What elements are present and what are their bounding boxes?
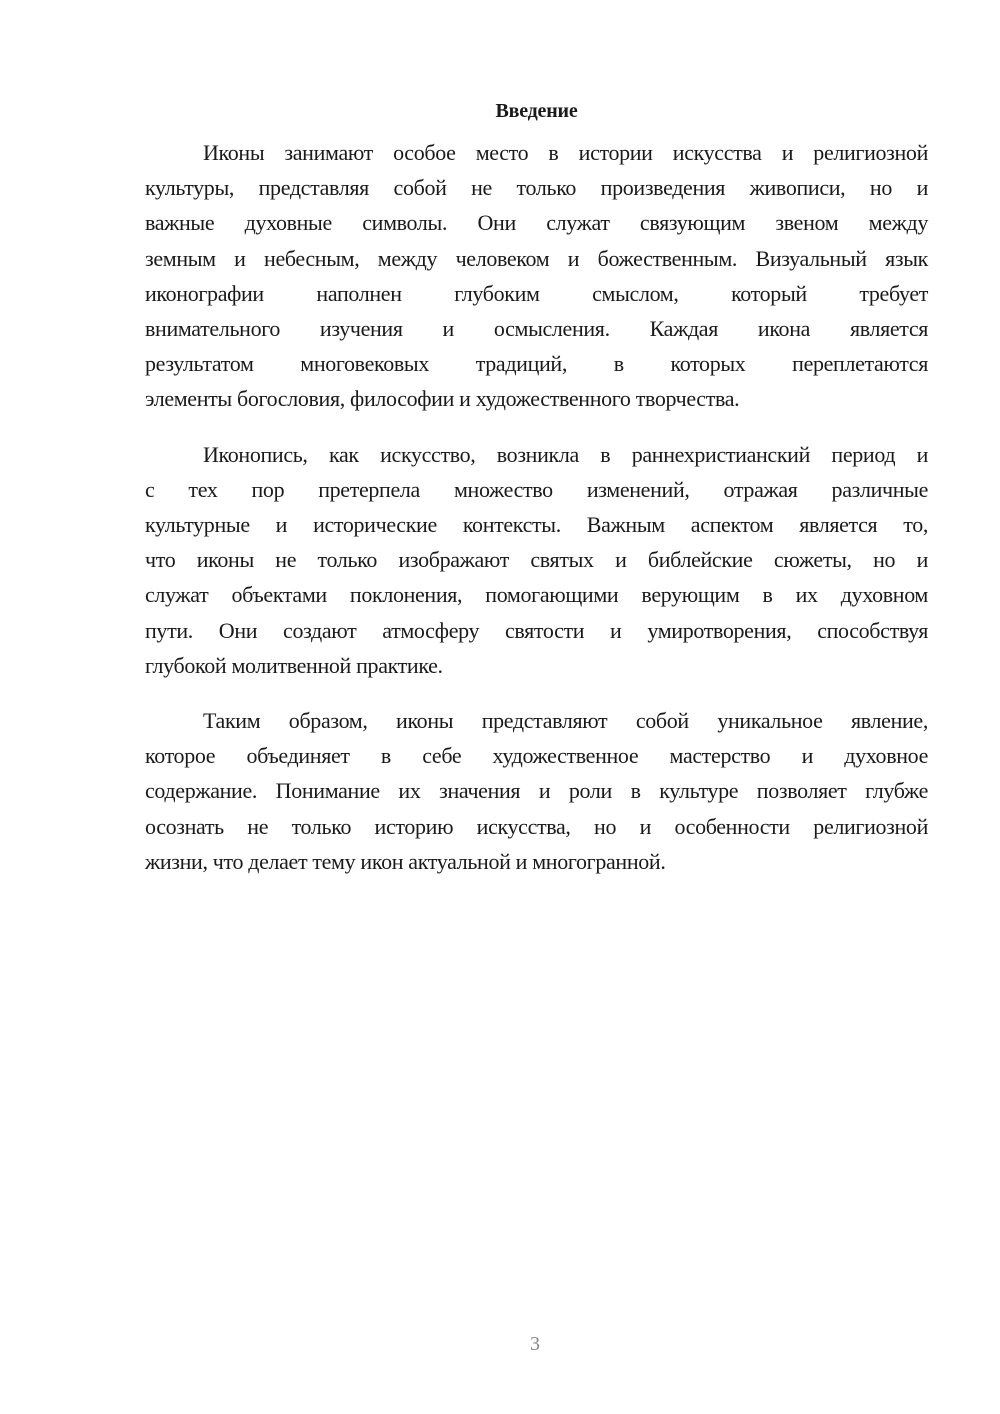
section-heading: Введение [495,100,578,122]
text-line: земным и небесным, между человеком и божественным. Визуальный язык [145,245,928,271]
paragraph-2 [145,437,928,683]
text-line: культурные и исторические контексты. Важным аспектом является то, [145,512,928,538]
text-line: элементы богословия, философии и художественного творчества. [145,386,740,412]
text-line: внимательного изучения и осмысления. Каждая икона является [145,316,928,342]
text-line: Иконопись, как искусство, возникла в раннехристианский период и [203,441,928,467]
text-line: Таким образом, иконы представляют собой уникальное явление, [203,708,928,734]
text-line: Иконы занимают особое место в истории искусства и религиозной [203,140,928,165]
text-line: результатом многовековых традиций, в которых переплетаются [145,351,928,377]
text-line: глубокой молитвенной практике. [145,652,443,678]
page-content [145,96,928,899]
text-line: культуры, представляя собой не только произведения живописи, но и [145,175,928,201]
text-line: важные духовные символы. Они служат связующим звеном между [145,210,928,236]
text-line: служат объектами поклонения, помогающими верующим в их духовном [145,582,928,608]
text-line: иконографии наполнен глубоким смыслом, который требует [145,280,928,306]
paragraph-1 [145,135,928,417]
text-line: что иконы не только изображают святых и библейские сюжеты, но и [145,547,928,573]
text-line: пути. Они создают атмосферу святости и умиротворения, способствуя [145,617,928,643]
page-number: 3 [530,1333,540,1355]
text-line: жизни, что делает тему икон актуальной и многогранной. [145,848,666,874]
text-line: с тех пор претерпела множество изменений, отражая различные [145,476,928,502]
text-line: осознать не только историю искусства, но и особенности религиозной [145,813,928,839]
paragraph-3 [145,703,928,879]
text-line: которое объединяет в себе художественное мастерство и духовное [145,743,928,769]
text-line: содержание. Понимание их значения и роли в культуре позволяет глубже [145,778,928,804]
